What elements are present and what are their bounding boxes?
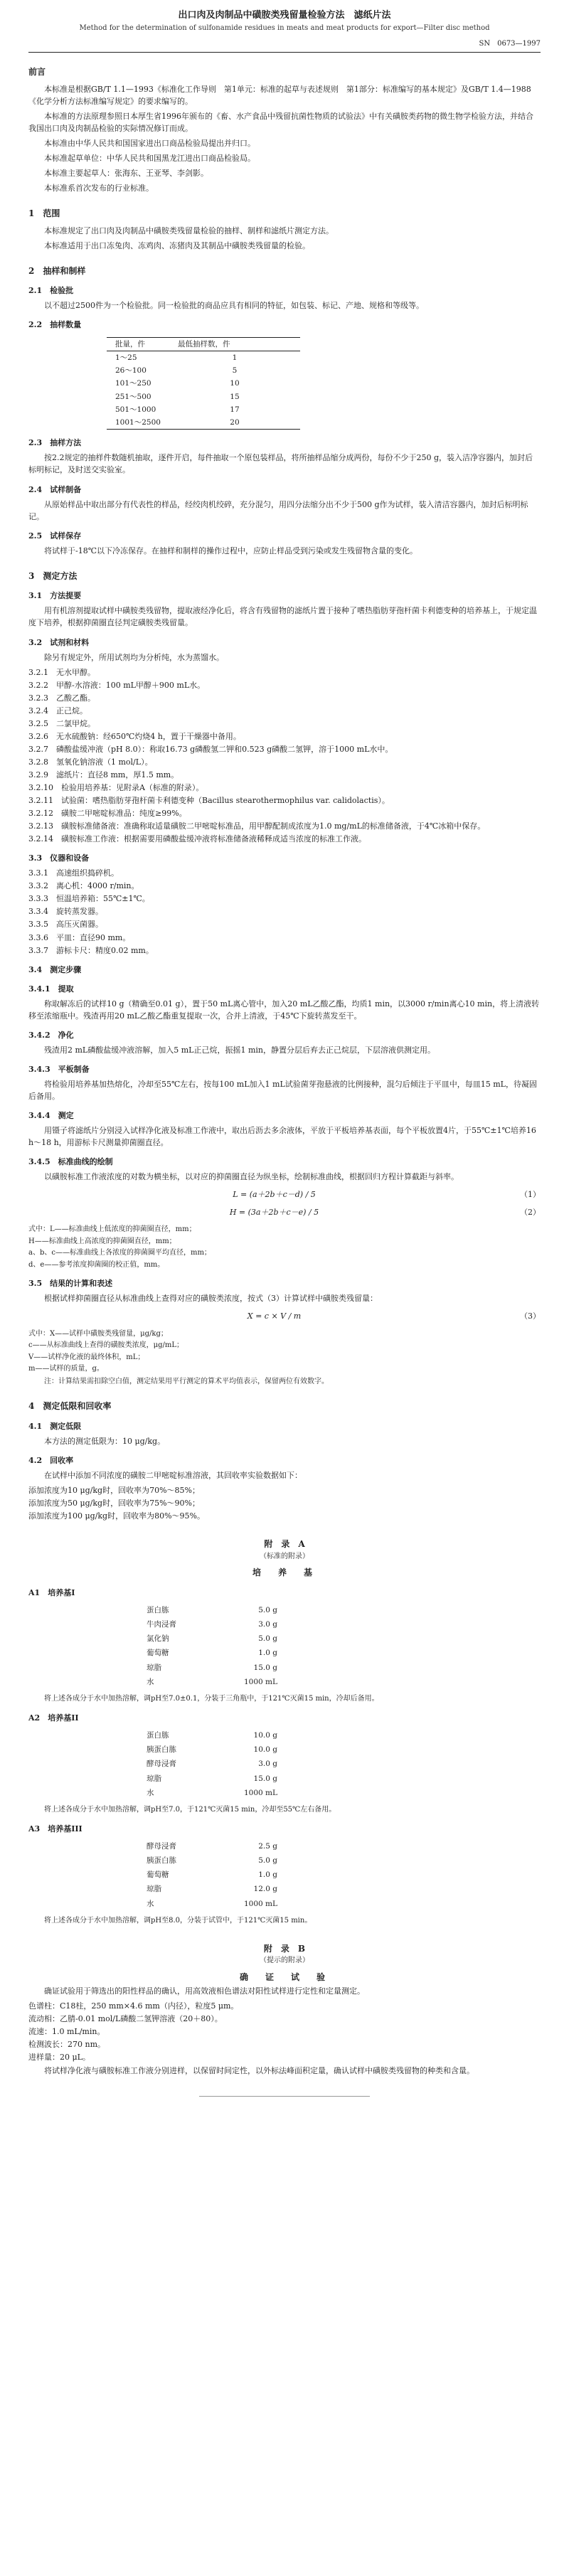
amount: 3.0 g bbox=[258, 1760, 277, 1769]
recovery-list bbox=[28, 1484, 541, 1522]
formula-number: （2） bbox=[520, 1208, 541, 1218]
table-row bbox=[135, 1853, 289, 1868]
clause-3-4-4-heading: 3.4.4 测定 bbox=[28, 1111, 74, 1121]
amount: 3.0 g bbox=[258, 1619, 277, 1629]
amount: 5.0 g bbox=[258, 1856, 277, 1865]
sampling-table-header bbox=[107, 337, 300, 351]
clause-3-4-2-heading: 3.4.2 净化 bbox=[28, 1030, 74, 1040]
clause-4-2-text: 在试样中添加不同浓度的磺胺二甲嘧啶标准溶液，其回收率实验数据如下： bbox=[44, 1470, 302, 1480]
appendix-b-label: 附 录 B bbox=[263, 1943, 306, 1954]
reagent-list bbox=[28, 666, 541, 846]
amount: 5.0 g bbox=[258, 1605, 277, 1614]
standard-number: SN 0673—1997 bbox=[479, 39, 541, 48]
table-row bbox=[107, 390, 300, 403]
formula-1 bbox=[28, 1188, 541, 1201]
recipe-table-a2 bbox=[135, 1728, 289, 1800]
clause-3-3-heading: 3.3 仪器和设备 bbox=[28, 853, 90, 863]
header-divider bbox=[28, 52, 541, 53]
clause-4-1-text: 本方法的测定低限为：10 μg/kg。 bbox=[44, 1436, 166, 1446]
foreword-paragraph: 本标准系首次发布的行业标准。 bbox=[44, 183, 154, 193]
formula-2 bbox=[28, 1206, 541, 1218]
table-cell: 20 bbox=[230, 418, 240, 427]
end-divider bbox=[199, 2096, 370, 2097]
amount: 2.5 g bbox=[258, 1841, 277, 1851]
table-row bbox=[135, 1757, 289, 1771]
document-title: 出口肉及肉制品中磺胺类残留量检验方法 滤纸片法 bbox=[178, 10, 391, 21]
table-cell: 1001～2500 bbox=[115, 418, 161, 427]
table-row bbox=[107, 416, 300, 430]
table-row bbox=[135, 1646, 289, 1660]
list-item: 3.3.7 游标卡尺：精度0.02 mm。 bbox=[28, 945, 154, 955]
clause-3-2-heading: 3.2 试剂和材料 bbox=[28, 637, 90, 647]
clause-3-5-note: 注：计算结果需扣除空白值，测定结果用平行测定的算术平均值表示，保留两位有效数字。 bbox=[44, 1377, 329, 1385]
ingredient: 琼脂 bbox=[147, 1663, 161, 1672]
formula-3 bbox=[28, 1310, 541, 1322]
section-1-paragraph: 本标准适用于出口冻兔肉、冻鸡肉、冻猪肉及其制品中磺胺类残留量的检验。 bbox=[44, 240, 310, 250]
clause-3-4-4-text: 用镊子将滤纸片分别浸入试样净化液及标准工作液中，取出后沥去多余液体，平放于平板培养基表面，每个平板放置4片，于55℃±1℃培养16 h～18 h，用游标卡尺测量抑菌圈直径。 bbox=[28, 1126, 536, 1148]
list-item: 3.2.7 磷酸盐缓冲液（pH 8.0）：称取16.73 g磷酸氢二钾和0.523 g磷酸二氢钾，溶于1000 mL水中。 bbox=[28, 744, 393, 754]
list-item: d、e——参考浓度抑菌圈的校正值，mm。 bbox=[28, 1260, 165, 1269]
list-item: 3.3.6 平皿：直径90 mm。 bbox=[28, 932, 131, 942]
ingredient: 琼脂 bbox=[147, 1885, 161, 1894]
document-page bbox=[28, 0, 541, 2114]
ingredient: 水 bbox=[147, 1899, 154, 1908]
appendix-a3-heading: A3 培养基III bbox=[28, 1824, 83, 1833]
ingredient: 葡萄糖 bbox=[147, 1649, 169, 1658]
appendix-a2-heading: A2 培养基II bbox=[28, 1713, 79, 1723]
table-row bbox=[135, 1617, 289, 1632]
table-cell: 101～250 bbox=[115, 379, 151, 388]
column-header-lot-size: 批量，件 bbox=[115, 339, 145, 348]
list-item: 3.2.13 磺胺标准储备液：准确称取适量磺胺二甲嘧啶标准品，用甲醇配制成浓度为1.0 mg/mL的标准储备液，于4℃冰箱中保存。 bbox=[28, 821, 486, 831]
ingredient: 水 bbox=[147, 1678, 154, 1686]
table-cell: 1 bbox=[232, 353, 238, 362]
table-row bbox=[135, 1661, 289, 1675]
list-item: 3.3.3 恒温培养箱：55℃±1℃。 bbox=[28, 894, 150, 904]
list-item: 3.3.1 高速组织捣碎机。 bbox=[28, 868, 119, 878]
clause-2-4-text: 从原始样品中取出部分有代表性的样品，经绞肉机绞碎，充分混匀，用四分法缩分出不少于500 g作为试样，装入清洁容器内，加封后标明标记。 bbox=[28, 499, 528, 521]
list-item: 3.2.8 氢氧化钠溶液（1 mol/L）。 bbox=[28, 757, 153, 767]
clause-2-5-heading: 2.5 试样保存 bbox=[28, 531, 82, 541]
table-cell: 251～500 bbox=[115, 392, 151, 401]
ingredient: 胰蛋白胨 bbox=[147, 1856, 176, 1865]
document-title-english: Method for the determination of sulfonamide residues in meats and meat products for export—Filter disc method bbox=[79, 24, 490, 33]
list-item: 色谱柱：C18柱，250 mm×4.6 mm（内径），粒度5 μm。 bbox=[28, 2001, 239, 2011]
ingredient: 酵母浸膏 bbox=[147, 1760, 176, 1769]
list-item: 3.2.4 正己烷。 bbox=[28, 706, 87, 715]
foreword-heading: 前言 bbox=[28, 67, 46, 78]
clause-2-2-heading: 2.2 抽样数量 bbox=[28, 320, 82, 330]
clause-3-2-intro: 除另有规定外，所用试剂均为分析纯，水为蒸馏水。 bbox=[44, 652, 224, 662]
list-item: 添加浓度为100 μg/kg时，回收率为80%～95%。 bbox=[28, 1511, 205, 1521]
amount: 1.0 g bbox=[258, 1870, 277, 1880]
list-item: H——标准曲线上高浓度的抑菌圈直径，mm； bbox=[28, 1237, 176, 1245]
formula-expression: H = (3a＋2b＋c－e) / 5 bbox=[229, 1208, 319, 1218]
clause-3-4-5-heading: 3.4.5 标准曲线的绘制 bbox=[28, 1157, 113, 1167]
foreword-paragraph: 本标准主要起草人：张海东、王亚琴、李剑影。 bbox=[44, 169, 208, 179]
list-item: V——试样净化液的最终体积，mL； bbox=[28, 1353, 145, 1361]
ingredient: 酵母浸膏 bbox=[147, 1841, 176, 1851]
table-cell: 10 bbox=[230, 379, 240, 388]
list-item: 流速：1.0 mL/min。 bbox=[28, 2027, 105, 2037]
list-item: m——试样的质量，g。 bbox=[28, 1365, 104, 1373]
appendix-a-label: 附 录 A bbox=[264, 1538, 305, 1549]
appendix-a1-note: 将上述各成分于水中加热溶解，调pH至7.0±0.1，分装于三角瓶中，于121℃灭菌15 min，冷却后备用。 bbox=[44, 1695, 379, 1703]
column-header-sample-count: 最低抽样数，件 bbox=[177, 339, 230, 348]
foreword-paragraph: 本标准是根据GB/T 1.1—1993《标准化工作导则 第1单元：标准的起草与表述规则 第1部分：标准编写的基本规定》及GB/T 1.4—1988《化学分析方法标准编写规定》的要求编写的。 bbox=[28, 84, 531, 106]
amount: 15.0 g bbox=[253, 1774, 277, 1783]
list-item: 3.2.11 试验菌：嗜热脂肪芽孢杆菌卡利德变种（Bacillus stearothermophilus var. calidolactis）。 bbox=[28, 796, 390, 806]
clause-3-1-text: 用有机溶剂提取试样中磺胺类残留物，提取液经净化后，将含有残留物的滤纸片置于接种了嗜热脂肪芽孢杆菌卡利德变种的培养基上，于规定温度下培养，根据抑菌圈直径判定磺胺类残留量。 bbox=[28, 606, 537, 628]
clause-3-1-heading: 3.1 方法提要 bbox=[28, 591, 82, 601]
amount: 1000 mL bbox=[244, 1788, 277, 1797]
clause-3-4-3-text: 将检验用培养基加热熔化，冷却至55℃左右，按每100 mL加入1 mL试验菌芽孢悬液的比例接种，混匀后倾注于平皿中，每皿15 mL，待凝固后备用。 bbox=[28, 1079, 537, 1101]
clause-4-2-heading: 4.2 回收率 bbox=[28, 1455, 74, 1465]
table-row bbox=[135, 1632, 289, 1646]
list-item: 3.2.1 无水甲醇。 bbox=[28, 667, 95, 677]
appendix-a-title: 培 养 基 bbox=[252, 1568, 317, 1578]
list-item: 3.3.5 高压灭菌器。 bbox=[28, 920, 103, 930]
amount: 12.0 g bbox=[253, 1885, 277, 1894]
clause-3-4-2-text: 残渣用2 mL磷酸盐缓冲液溶解，加入5 mL正己烷，振摇1 min，静置分层后弃去正己烷层，下层溶液供测定用。 bbox=[44, 1045, 435, 1055]
list-item: 3.2.10 检验用培养基：见附录A（标准的附录）。 bbox=[28, 783, 204, 793]
table-row bbox=[135, 1839, 289, 1853]
foreword-body bbox=[28, 83, 541, 194]
list-item: 式中：L——标准曲线上低浓度的抑菌圈直径，mm； bbox=[28, 1225, 196, 1234]
section-1-paragraph: 本标准规定了出口肉及肉制品中磺胺类残留量检验的抽样、制样和滤纸片测定方法。 bbox=[44, 225, 334, 235]
clause-3-4-5-text: 以磺胺标准工作液浓度的对数为横坐标，以对应的抑菌圈直径为纵坐标，绘制标准曲线，根据回归方程计算截距与斜率。 bbox=[44, 1172, 459, 1182]
amount: 1000 mL bbox=[244, 1678, 277, 1686]
list-item: a、b、c——标准曲线上各浓度的抑菌圈平均直径，mm； bbox=[28, 1249, 211, 1257]
ingredient: 琼脂 bbox=[147, 1774, 161, 1783]
ingredient: 水 bbox=[147, 1788, 154, 1797]
section-1-heading: 1 范围 bbox=[28, 208, 60, 219]
table-cell: 17 bbox=[230, 405, 240, 414]
ingredient: 蛋白胨 bbox=[147, 1730, 169, 1740]
ingredient: 葡萄糖 bbox=[147, 1870, 169, 1880]
list-item: c——从标准曲线上查得的磺胺类浓度，μg/mL； bbox=[28, 1341, 184, 1350]
foreword-paragraph: 本标准起草单位：中华人民共和国黑龙江进出口商品检验局。 bbox=[44, 153, 255, 163]
list-item: 3.2.3 乙酸乙酯。 bbox=[28, 693, 95, 703]
list-item: 3.2.5 二氯甲烷。 bbox=[28, 718, 95, 728]
amount: 1.0 g bbox=[258, 1649, 277, 1658]
appendix-b-kind: （提示的附录） bbox=[260, 1957, 309, 1965]
table-row bbox=[107, 403, 300, 416]
list-item: 3.2.9 滤纸片：直径8 mm，厚1.5 mm。 bbox=[28, 770, 179, 779]
list-item: 式中：X——试样中磺胺类残留量，μg/kg； bbox=[28, 1329, 168, 1338]
ingredient: 氯化钠 bbox=[147, 1634, 169, 1644]
appendix-a-kind: （标准的附录） bbox=[260, 1552, 309, 1560]
list-item: 3.2.12 磺胺二甲嘧啶标准品：纯度≥99%。 bbox=[28, 809, 187, 819]
table-row bbox=[135, 1603, 289, 1617]
table-row bbox=[107, 351, 300, 364]
recipe-table-a3 bbox=[135, 1839, 289, 1911]
table-row bbox=[107, 364, 300, 377]
formula-variables bbox=[28, 1224, 541, 1270]
clause-4-1-heading: 4.1 测定低限 bbox=[28, 1421, 82, 1431]
clause-2-1-text: 以不超过2500件为一个检验批。同一检验批的商品应具有相同的特征，如包装、标记、产地、规格和等级等。 bbox=[44, 301, 424, 311]
clause-2-4-heading: 2.4 试样制备 bbox=[28, 484, 82, 494]
formula-expression: X = c × V / m bbox=[247, 1311, 302, 1321]
appendix-a1-heading: A1 培养基I bbox=[28, 1587, 75, 1597]
clause-2-3-heading: 2.3 抽样方法 bbox=[28, 438, 82, 448]
foreword-paragraph: 本标准的方法原理参照日本厚生省1996年颁布的《畜、水产食品中残留抗菌性物质的试验法》中有关磺胺类药物的微生物学检验方法，并结合我国出口肉及肉制品检验的实际情况修订而成。 bbox=[28, 111, 533, 133]
appendix-b-title: 确 证 试 验 bbox=[239, 1971, 329, 1982]
formula-number: （1） bbox=[520, 1190, 541, 1200]
list-item: 3.3.2 离心机：4000 r/min。 bbox=[28, 881, 139, 891]
section-2-heading: 2 抽样和制样 bbox=[28, 265, 86, 276]
table-row bbox=[135, 1897, 289, 1911]
foreword-paragraph: 本标准由中华人民共和国国家进出口商品检验局提出并归口。 bbox=[44, 138, 255, 148]
appendix-b-conditions bbox=[28, 2000, 541, 2063]
ingredient: 胰蛋白胨 bbox=[147, 1745, 176, 1755]
sampling-table bbox=[107, 337, 300, 430]
table-cell: 501～1000 bbox=[115, 405, 156, 414]
table-row bbox=[135, 1772, 289, 1786]
table-row bbox=[135, 1868, 289, 1882]
section-3-heading: 3 测定方法 bbox=[28, 570, 78, 581]
table-row bbox=[135, 1728, 289, 1742]
amount: 15.0 g bbox=[253, 1663, 277, 1672]
amount: 10.0 g bbox=[253, 1745, 277, 1755]
list-item: 添加浓度为10 μg/kg时，回收率为70%～85%； bbox=[28, 1485, 200, 1495]
table-cell: 15 bbox=[230, 392, 240, 401]
table-cell: 26～100 bbox=[115, 366, 147, 376]
list-item: 3.2.6 无水硫酸钠：经650℃灼烧4 h，置于干燥器中备用。 bbox=[28, 731, 241, 741]
section-4-heading: 4 测定低限和回收率 bbox=[28, 1401, 112, 1412]
amount: 5.0 g bbox=[258, 1634, 277, 1644]
list-item: 流动相：乙腈-0.01 mol/L磷酸二氢钾溶液（20＋80）。 bbox=[28, 2014, 223, 2024]
list-item: 添加浓度为50 μg/kg时，回收率为75%～90%； bbox=[28, 1498, 200, 1508]
formula-number: （3） bbox=[520, 1311, 541, 1321]
table-row bbox=[107, 377, 300, 390]
list-item: 3.2.14 磺胺标准工作液：根据需要用磷酸盐缓冲液将标准储备液稀释成适当浓度的标准工作液。 bbox=[28, 834, 366, 844]
appendix-a-header bbox=[28, 1538, 541, 1580]
instrument-list bbox=[28, 867, 541, 956]
clause-2-3-text: 按2.2规定的抽样件数随机抽取，逐件开启，每件抽取一个原包装样品，将所抽样品缩分成两份，每份不少于250 g，装入洁净容器内，加封后标明标记，及时送交实验室。 bbox=[28, 453, 533, 475]
formula-3-variables bbox=[28, 1329, 541, 1375]
clause-3-4-3-heading: 3.4.3 平板制备 bbox=[28, 1064, 90, 1074]
appendix-a3-note: 将上述各成分于水中加热溶解，调pH至8.0，分装于试管中，于121℃灭菌15 min。 bbox=[44, 1917, 312, 1925]
appendix-b-header bbox=[28, 1942, 541, 1984]
ingredient: 牛肉浸膏 bbox=[147, 1619, 176, 1629]
table-row bbox=[135, 1882, 289, 1896]
clause-3-5-text: 根据试样抑菌圈直径从标准曲线上查得对应的磺胺类浓度，按式（3）计算试样中磺胺类残留量： bbox=[44, 1294, 378, 1304]
clause-3-4-heading: 3.4 测定步骤 bbox=[28, 964, 82, 974]
clause-3-4-1-text: 称取解冻后的试样10 g（精确至0.01 g），置于50 mL离心管中，加入20 mL乙酸乙酯，均质1 min，以3000 r/min离心10 min，将上清液转移至浓缩瓶中。残渣再用20 mL乙酸乙酯重复提取一次，合并上清液，于45℃下旋转蒸发至干。 bbox=[28, 999, 540, 1021]
clause-3-5-heading: 3.5 结果的计算和表述 bbox=[28, 1279, 113, 1289]
list-item: 3.2.2 甲醇-水溶液：100 mL甲醇＋900 mL水。 bbox=[28, 680, 206, 690]
clause-3-4-1-heading: 3.4.1 提取 bbox=[28, 984, 74, 994]
recipe-table-a1 bbox=[135, 1603, 289, 1690]
appendix-b-intro: 确证试验用于筛选出的阳性样品的确认，用高效液相色谱法对阳性试样进行定性和定量测定。 bbox=[44, 1986, 365, 1996]
clause-2-1-heading: 2.1 检验批 bbox=[28, 286, 74, 296]
list-item: 检测波长：270 nm。 bbox=[28, 2040, 106, 2050]
table-cell: 5 bbox=[232, 366, 238, 376]
ingredient: 蛋白胨 bbox=[147, 1605, 169, 1614]
table-row bbox=[135, 1675, 289, 1689]
table-row bbox=[135, 1786, 289, 1800]
clause-2-5-text: 将试样于-18℃以下冷冻保存。在抽样和制样的操作过程中，应防止样品受到污染或发生残留物含量的变化。 bbox=[44, 545, 418, 555]
amount: 10.0 g bbox=[253, 1730, 277, 1740]
formula-expression: L = (a＋2b＋c－d) / 5 bbox=[233, 1190, 316, 1200]
appendix-b-method: 将试样净化液与磺胺标准工作液分别进样，以保留时间定性，以外标法峰面积定量，确认试样中磺胺类残留物的种类和含量。 bbox=[44, 2066, 474, 2076]
list-item: 进样量：20 μL。 bbox=[28, 2053, 90, 2063]
table-row bbox=[135, 1742, 289, 1757]
table-cell: 1～25 bbox=[115, 353, 137, 362]
appendix-a2-note: 将上述各成分于水中加热溶解，调pH至7.0，于121℃灭菌15 min，冷却至55℃左右备用。 bbox=[44, 1806, 336, 1814]
amount: 1000 mL bbox=[244, 1899, 277, 1908]
list-item: 3.3.4 旋转蒸发器。 bbox=[28, 907, 103, 917]
